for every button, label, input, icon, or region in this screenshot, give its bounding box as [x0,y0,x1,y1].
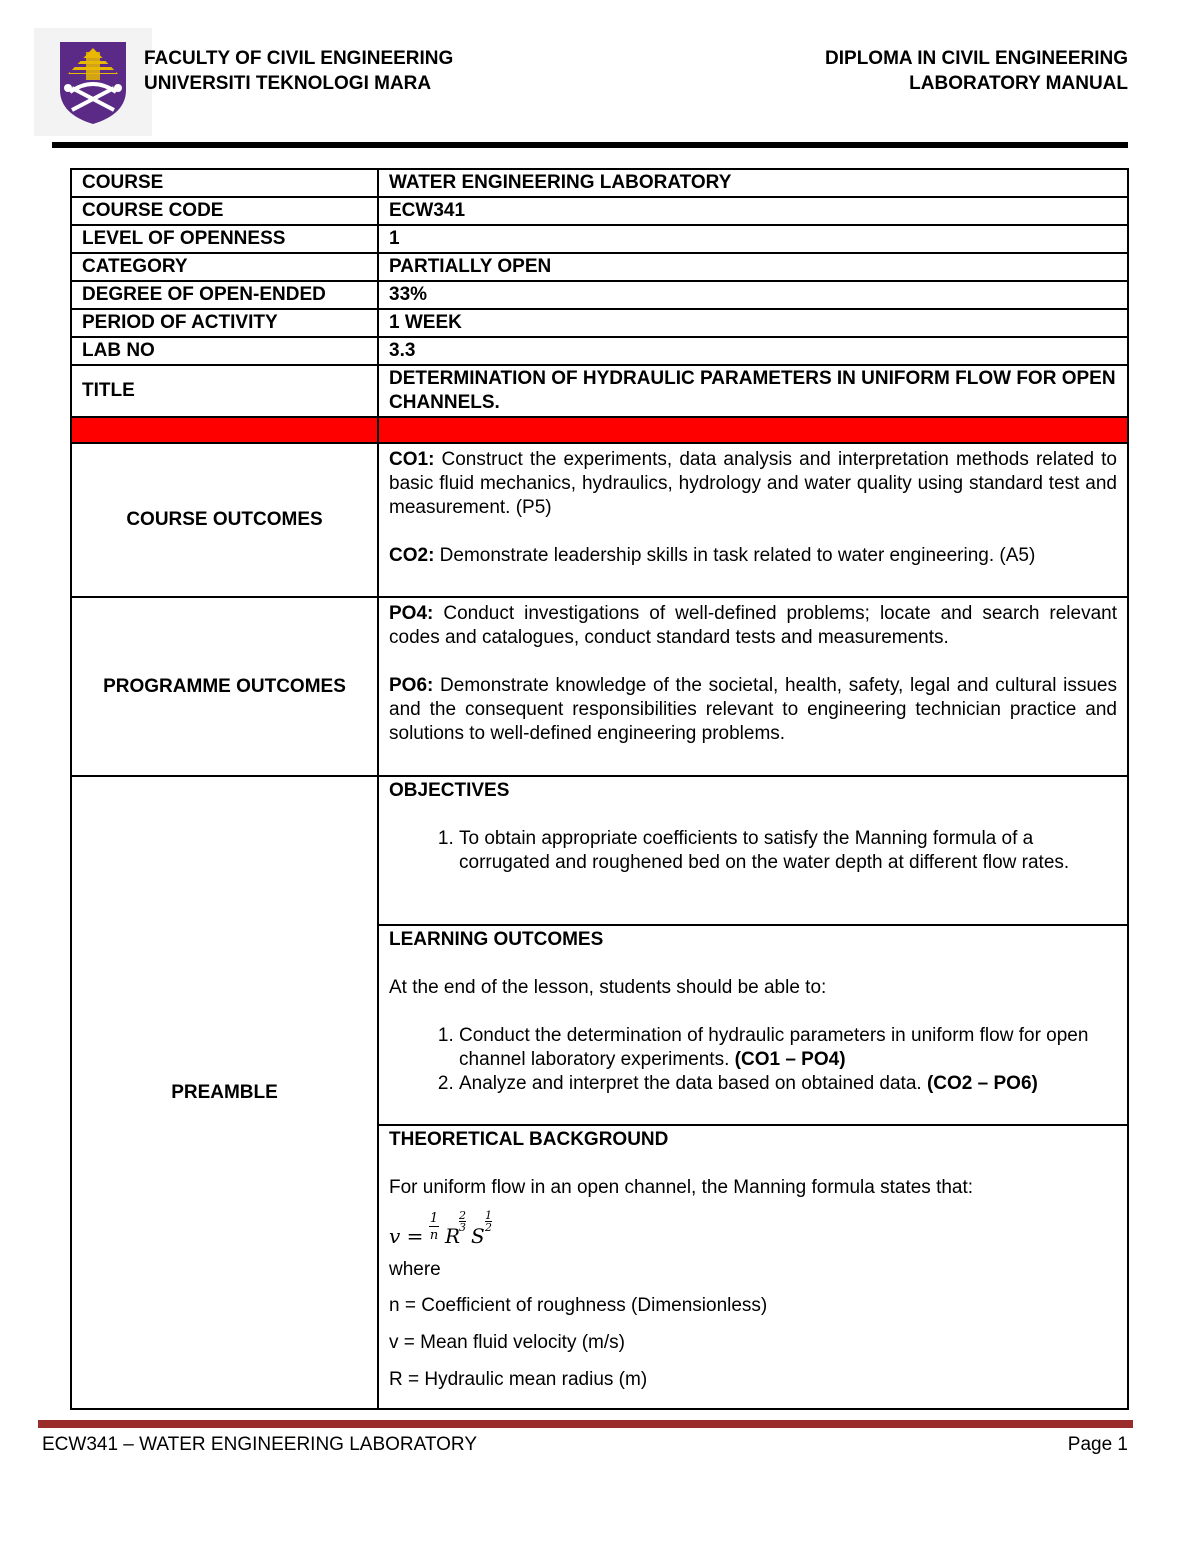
diploma-name: DIPLOMA IN CIVIL ENGINEERING [825,48,1128,69]
info-value: ECW341 [378,197,1128,225]
lo2-ref: (CO2 – PO6) [926,1073,1038,1094]
objectives-list [389,827,1117,875]
course-outcomes-content [378,443,1128,597]
info-value: 1 WEEK [378,309,1128,337]
formula-R: R [445,1224,461,1248]
info-value: WATER ENGINEERING LABORATORY [378,169,1128,197]
list-item: 1. To obtain appropriate coefficients to satisfy the Manning formula of a corrugated and roughened bed on the water depth at different flow rates. [459,827,1117,875]
table-row [71,337,1128,365]
po4-paragraph [389,602,1117,650]
list-item [459,1072,1117,1096]
lo1-ref: (CO1 – PO4) [734,1049,846,1070]
uitm-logo [34,28,152,136]
info-label: PERIOD OF ACTIVITY [71,309,378,337]
co2-tag: CO2: [389,545,435,566]
info-label: COURSE CODE [71,197,378,225]
learning-outcomes-heading: LEARNING OUTCOMES [389,929,604,950]
table-row [71,169,1128,197]
co1-paragraph [389,448,1117,520]
page-number: Page 1 [1067,1434,1128,1455]
university-name: UNIVERSITI TEKNOLOGI MARA [144,73,432,94]
table-row [71,225,1128,253]
where-label: where [389,1259,441,1280]
table-row [71,281,1128,309]
theoretical-background-section [378,1125,1128,1409]
po6-text: Demonstrate knowledge of the societal, health, safety, legal and cultural issues and the consequent responsibilities relevant to engineering technician practice and solutions to well-defined engineering problems. [389,675,1117,744]
lo2-text: Analyze and interpret the data based on obtained data. [459,1073,927,1094]
table-row [71,197,1128,225]
preamble-objectives-row [71,776,1128,925]
info-label: CATEGORY [71,253,378,281]
S-exp-denominator: 2 [485,1221,492,1234]
footer-divider [38,1420,1133,1428]
preamble-label: PREAMBLE [71,776,378,1409]
programme-outcomes-label: PROGRAMME OUTCOMES [71,597,378,776]
footer-course: ECW341 – WATER ENGINEERING LABORATORY [42,1434,477,1455]
info-value: PARTIALLY OPEN [378,253,1128,281]
info-label: LAB NO [71,337,378,365]
course-info-table [70,168,1129,1410]
header-divider [52,142,1128,148]
manual-name: LABORATORY MANUAL [909,73,1128,94]
fraction-denominator: n [429,1228,439,1243]
fraction-numerator: 1 [429,1211,439,1226]
programme-header [825,46,1128,96]
learning-intro: At the end of the lesson, students should be able to: [389,977,827,998]
theory-heading: THEORETICAL BACKGROUND [389,1129,669,1150]
table-row [71,253,1128,281]
theory-intro: For uniform flow in an open channel, the Manning formula states that: [389,1177,974,1198]
info-value: 1 [378,225,1128,253]
co1-tag: CO1: [389,449,435,470]
formula-lhs: v = [389,1224,424,1248]
course-outcomes-row [71,443,1128,597]
manning-formula [389,1210,1117,1254]
po4-tag: PO4: [389,603,434,624]
objectives-section [378,776,1128,925]
list-item [459,1024,1117,1072]
lo1-text: Conduct the determination of hydraulic parameters in uniform flow for open channel laboratory experiments. [459,1025,1089,1070]
learning-outcomes-list [389,1024,1117,1096]
programme-outcomes-content [378,597,1128,776]
po4-text: Conduct investigations of well-defined problems; locate and search relevant codes and catalogues, conduct standard tests and measurements. [389,603,1117,648]
learning-outcomes-section [378,925,1128,1125]
co1-text: Construct the experiments, data analysis and interpretation methods related to basic fluid mechanics, hydraulics, hydrology and water quality using standard test and measurement. (P5) [389,449,1117,518]
table-row [71,309,1128,337]
course-outcomes-label: COURSE OUTCOMES [71,443,378,597]
definition-n: n = Coefficient of roughness (Dimensionless) [389,1295,768,1316]
uitm-crest-icon [56,40,130,126]
info-value: 3.3 [378,337,1128,365]
R-exp-denominator: 3 [459,1221,466,1234]
objectives-heading: OBJECTIVES [389,780,510,801]
faculty-name: FACULTY OF CIVIL ENGINEERING [144,48,454,69]
programme-outcomes-row [71,597,1128,776]
R-exp-numerator: 2 [459,1209,466,1222]
formula-S: S [471,1224,485,1248]
S-exponent [485,1210,492,1233]
po6-paragraph [389,674,1117,746]
definition-R: R = Hydraulic mean radius (m) [389,1369,648,1390]
co2-paragraph [389,544,1117,568]
R-exponent [459,1210,466,1233]
red-separator-row [71,417,1128,443]
S-exp-numerator: 1 [485,1209,492,1222]
co2-text: Demonstrate leadership skills in task related to water engineering. (A5) [434,545,1036,566]
title-row [71,365,1128,417]
lab-title: DETERMINATION OF HYDRAULIC PARAMETERS IN UNIFORM FLOW FOR OPEN CHANNELS. [378,365,1128,417]
info-label: DEGREE OF OPEN-ENDED [71,281,378,309]
definition-v: v = Mean fluid velocity (m/s) [389,1332,625,1353]
title-label: TITLE [71,365,378,417]
info-label: COURSE [71,169,378,197]
faculty-header [144,46,453,96]
formula-fraction [429,1212,439,1243]
info-label: LEVEL OF OPENNESS [71,225,378,253]
info-value: 33% [378,281,1128,309]
po6-tag: PO6: [389,675,434,696]
